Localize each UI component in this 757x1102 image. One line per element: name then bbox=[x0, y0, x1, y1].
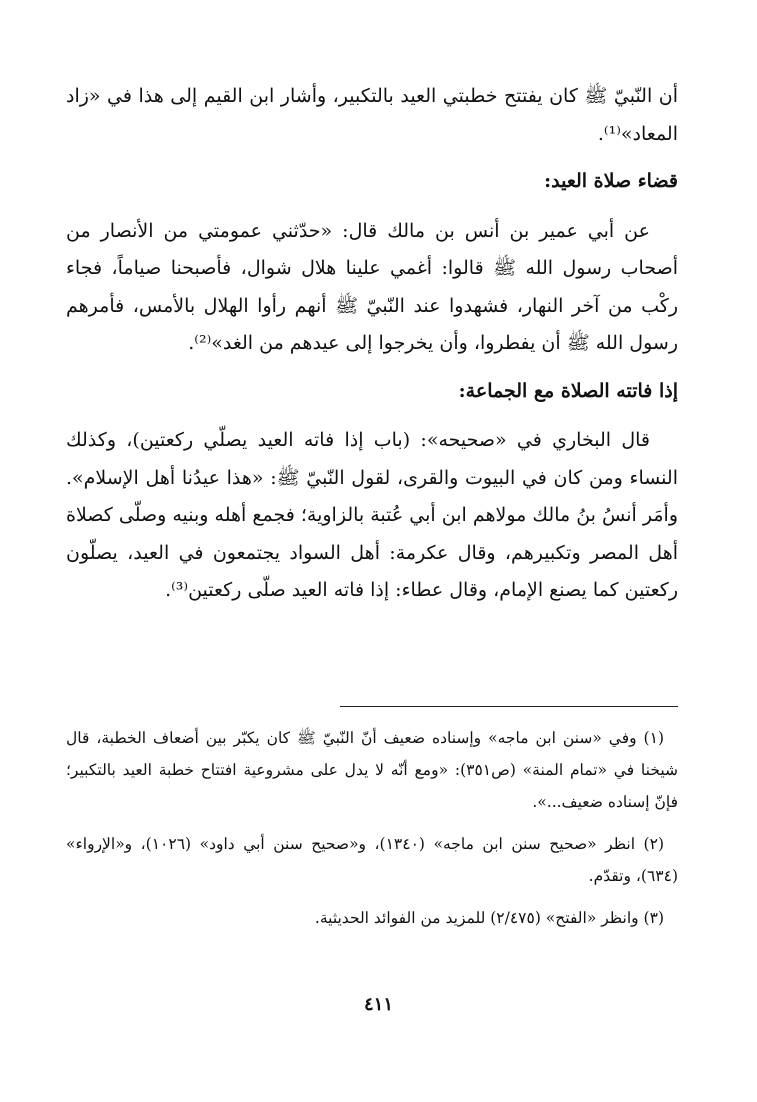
section-body-eid-makeup: عن أبي عمير بن أنس بن مالك قال: «حدّثني عمومتي من الأنصار من أصحاب رسول الله ﷺ قالوا: أغمي علينا هلال شوال، فأصبحنا صياماً، فجاء ركْب من آخر النهار، فشهدوا عند النّبيّ ﷺ أنهم رأوا الهلال بالأمس، فأمرهم رسول الله ﷺ أن يفطروا، وأن يخرجوا إلى عيدهم من الغد»⁽²⁾. bbox=[66, 219, 678, 354]
footnote-2: (٢) انظر «صحيح سنن ابن ماجه» (١٣٤٠)، و«صحيح سنن أبي داود» (١٠٢٦)، و«الإرواء» (٦٣٤)، وتقدّم. bbox=[66, 835, 678, 885]
page-number: ٤١١ bbox=[363, 994, 393, 1015]
footnotes bbox=[66, 722, 678, 934]
footnote-3: (٣) وانظر «الفتح» (٢/٤٧٥) للمزيد من الفوائد الحديثية. bbox=[314, 909, 664, 927]
footnote-1: (١) وفي «سنن ابن ماجه» وإسناده ضعيف أنّ النّبيّ ﷺ كان يكبّر بين أضعاف الخطبة، قال شيخنا في «تمام المنة» (ص٣٥١): «ومع أنّه لا يدل على مشروعية افتتاح خطبة العيد بالتكبير؛ فإنّ إسناده ضعيف...». bbox=[66, 729, 678, 811]
main-text bbox=[66, 78, 678, 610]
intro-paragraph: أن النّبيّ ﷺ كان يفتتح خطبتي العيد بالتكبير، وأشار ابن القيم إلى هذا في «زاد المعاد»⁽¹⁾. bbox=[66, 85, 678, 145]
footnote-separator bbox=[340, 706, 678, 707]
section-heading-missed-prayer: إذا فاتته الصلاة مع الجماعة: bbox=[458, 379, 678, 402]
section-heading-eid-makeup: قضاء صلاة العيد: bbox=[544, 170, 678, 192]
section-body-missed-prayer: قال البخاري في «صحيحه»: (باب إذا فاته العيد يصلّي ركعتين)، وكذلك النساء ومن كان في البيوت والقرى، لقول النّبيّ ﷺ: «هذا عيدُنا أهل الإسلام». وأمَر أنسُ بنُ مالك مولاهم ابن أبي عُتبة بالزاوية؛ فجمع أهله وبنيه وصلّى كصلاة أهل المصر وتكبيرهم، وقال عكرمة: أهل السواد يجتمعون في العيد، يصلّون ركعتين كما يصنع الإمام، وقال عطاء: إذا فاته العيد صلّى ركعتين⁽³⁾. bbox=[66, 429, 678, 601]
